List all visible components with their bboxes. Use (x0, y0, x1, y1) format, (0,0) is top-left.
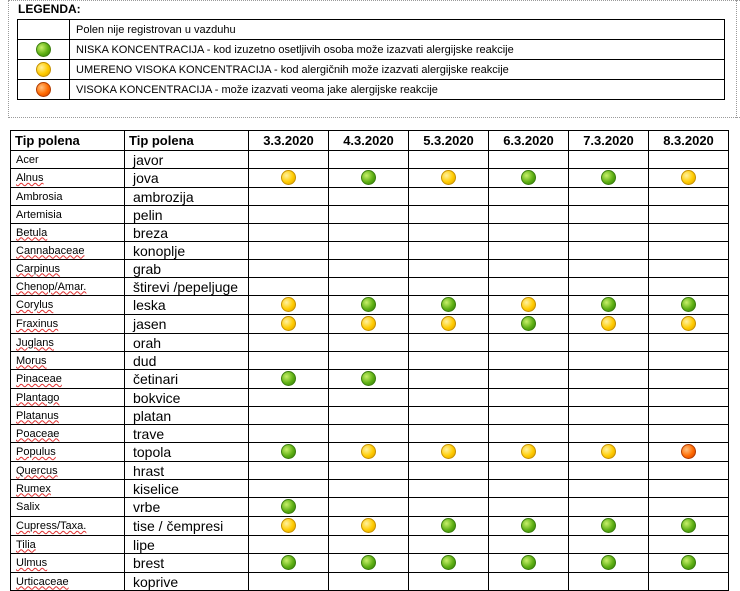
med-concentration-dot-icon (361, 316, 376, 331)
latin-name-cell: Corylus (11, 296, 125, 315)
concentration-cell (569, 352, 649, 370)
legend-icon-cell (18, 60, 70, 80)
low-concentration-dot-icon (441, 555, 456, 570)
table-row (11, 573, 729, 591)
dotted-guide-mid (8, 117, 740, 118)
latin-name-cell: Betula (11, 224, 125, 242)
table-row (11, 498, 729, 517)
concentration-cell (249, 480, 329, 498)
local-name-cell: grab (125, 260, 249, 278)
concentration-cell (329, 443, 409, 462)
concentration-cell (489, 296, 569, 315)
legend-row (18, 20, 725, 40)
local-name-cell: konoplje (125, 242, 249, 260)
concentration-cell (329, 480, 409, 498)
concentration-cell (249, 352, 329, 370)
concentration-cell (489, 315, 569, 334)
concentration-cell (649, 334, 729, 352)
concentration-cell (329, 462, 409, 480)
concentration-cell (649, 517, 729, 536)
high-concentration-dot-icon (681, 444, 696, 459)
high-concentration-dot-icon (36, 82, 51, 97)
table-row (11, 425, 729, 443)
concentration-cell (649, 462, 729, 480)
low-concentration-dot-icon (361, 555, 376, 570)
concentration-cell (649, 151, 729, 169)
concentration-cell (569, 517, 649, 536)
header-date: 3.3.2020 (249, 131, 329, 151)
legend-row (18, 40, 725, 60)
concentration-cell (409, 498, 489, 517)
low-concentration-dot-icon (521, 555, 536, 570)
concentration-cell (409, 242, 489, 260)
table-row (11, 242, 729, 260)
med-concentration-dot-icon (361, 518, 376, 533)
latin-name-cell: Salix (11, 498, 125, 517)
table-row (11, 443, 729, 462)
concentration-cell (569, 315, 649, 334)
table-row (11, 278, 729, 296)
med-concentration-dot-icon (681, 170, 696, 185)
table-row (11, 315, 729, 334)
concentration-cell (249, 389, 329, 407)
low-concentration-dot-icon (601, 518, 616, 533)
concentration-cell (329, 536, 409, 554)
concentration-cell (409, 573, 489, 591)
concentration-cell (489, 498, 569, 517)
concentration-cell (409, 224, 489, 242)
concentration-cell (649, 224, 729, 242)
concentration-cell (329, 315, 409, 334)
concentration-cell (409, 169, 489, 188)
concentration-cell (249, 407, 329, 425)
local-name-cell: pelin (125, 206, 249, 224)
concentration-cell (489, 425, 569, 443)
low-concentration-dot-icon (36, 42, 51, 57)
concentration-cell (649, 370, 729, 389)
concentration-cell (649, 554, 729, 573)
low-concentration-dot-icon (681, 297, 696, 312)
med-concentration-dot-icon (681, 316, 696, 331)
med-concentration-dot-icon (601, 316, 616, 331)
concentration-cell (329, 278, 409, 296)
concentration-cell (649, 278, 729, 296)
legend-icon-cell (18, 80, 70, 100)
low-concentration-dot-icon (521, 518, 536, 533)
concentration-cell (489, 462, 569, 480)
concentration-cell (489, 260, 569, 278)
concentration-cell (329, 554, 409, 573)
concentration-cell (649, 169, 729, 188)
legend-row (18, 80, 725, 100)
pollen-table (10, 130, 729, 591)
table-row (11, 188, 729, 206)
concentration-cell (569, 188, 649, 206)
concentration-cell (249, 425, 329, 443)
concentration-cell (489, 573, 569, 591)
concentration-cell (409, 462, 489, 480)
low-concentration-dot-icon (441, 297, 456, 312)
legend-title: LEGENDA: (18, 2, 81, 16)
med-concentration-dot-icon (281, 170, 296, 185)
concentration-cell (409, 278, 489, 296)
concentration-cell (329, 352, 409, 370)
concentration-cell (649, 389, 729, 407)
table-row (11, 536, 729, 554)
concentration-cell (569, 480, 649, 498)
concentration-cell (329, 169, 409, 188)
concentration-cell (409, 296, 489, 315)
table-row (11, 554, 729, 573)
concentration-cell (569, 443, 649, 462)
concentration-cell (649, 443, 729, 462)
concentration-cell (249, 334, 329, 352)
header-local-name: Tip polena (125, 131, 249, 151)
concentration-cell (569, 389, 649, 407)
header-date: 6.3.2020 (489, 131, 569, 151)
concentration-cell (409, 260, 489, 278)
concentration-cell (649, 573, 729, 591)
concentration-cell (249, 573, 329, 591)
low-concentration-dot-icon (281, 371, 296, 386)
legend-icon-cell (18, 20, 70, 40)
local-name-cell: tise / čempresi (125, 517, 249, 536)
concentration-cell (649, 315, 729, 334)
concentration-cell (649, 407, 729, 425)
local-name-cell: jova (125, 169, 249, 188)
concentration-cell (649, 536, 729, 554)
local-name-cell: koprive (125, 573, 249, 591)
concentration-cell (489, 278, 569, 296)
concentration-cell (249, 169, 329, 188)
concentration-cell (409, 480, 489, 498)
concentration-cell (569, 260, 649, 278)
latin-name-cell: Acer (11, 151, 125, 169)
dotted-guide-left (8, 0, 9, 118)
concentration-cell (489, 554, 569, 573)
table-row (11, 334, 729, 352)
table-row (11, 389, 729, 407)
concentration-cell (569, 296, 649, 315)
concentration-cell (249, 462, 329, 480)
legend-row (18, 60, 725, 80)
concentration-cell (569, 573, 649, 591)
concentration-cell (409, 389, 489, 407)
low-concentration-dot-icon (521, 170, 536, 185)
latin-name-cell: Juglans (11, 334, 125, 352)
concentration-cell (489, 169, 569, 188)
concentration-cell (409, 370, 489, 389)
med-concentration-dot-icon (441, 444, 456, 459)
latin-name-cell: Artemisia (11, 206, 125, 224)
low-concentration-dot-icon (681, 518, 696, 533)
dotted-guide-right (736, 0, 737, 118)
low-concentration-dot-icon (361, 297, 376, 312)
concentration-cell (569, 462, 649, 480)
local-name-cell: brest (125, 554, 249, 573)
table-row (11, 407, 729, 425)
table-row (11, 151, 729, 169)
latin-name-cell: Platanus (11, 407, 125, 425)
concentration-cell (649, 498, 729, 517)
concentration-cell (649, 260, 729, 278)
concentration-cell (569, 554, 649, 573)
low-concentration-dot-icon (281, 555, 296, 570)
latin-name-cell: Carpinus (11, 260, 125, 278)
local-name-cell: jasen (125, 315, 249, 334)
concentration-cell (489, 352, 569, 370)
concentration-cell (249, 296, 329, 315)
concentration-cell (249, 315, 329, 334)
latin-name-cell: Poaceae (11, 425, 125, 443)
concentration-cell (329, 389, 409, 407)
low-concentration-dot-icon (281, 444, 296, 459)
concentration-cell (409, 536, 489, 554)
concentration-cell (329, 573, 409, 591)
concentration-cell (489, 517, 569, 536)
latin-name-cell: Pinaceae (11, 370, 125, 389)
dotted-guide-top (8, 0, 740, 1)
local-name-cell: breza (125, 224, 249, 242)
legend-text: Polen nije registrovan u vazduhu (70, 20, 725, 40)
legend-text: NISKA KONCENTRACIJA - kod izuzetno osetljivih osoba može izazvati alergijske reakcije (70, 40, 725, 60)
concentration-cell (249, 554, 329, 573)
concentration-cell (569, 206, 649, 224)
concentration-cell (329, 407, 409, 425)
local-name-cell: topola (125, 443, 249, 462)
concentration-cell (489, 224, 569, 242)
concentration-cell (569, 536, 649, 554)
concentration-cell (249, 224, 329, 242)
concentration-cell (569, 151, 649, 169)
table-row (11, 206, 729, 224)
table-header-row (11, 131, 729, 151)
local-name-cell: lipe (125, 536, 249, 554)
concentration-cell (249, 260, 329, 278)
concentration-cell (329, 334, 409, 352)
concentration-cell (249, 536, 329, 554)
concentration-cell (569, 498, 649, 517)
concentration-cell (329, 370, 409, 389)
low-concentration-dot-icon (281, 499, 296, 514)
latin-name-cell: Plantago (11, 389, 125, 407)
latin-name-cell: Urticaceae (11, 573, 125, 591)
local-name-cell: četinari (125, 370, 249, 389)
header-latin-name: Tip polena (11, 131, 125, 151)
concentration-cell (489, 407, 569, 425)
table-row (11, 462, 729, 480)
latin-name-cell: Populus (11, 443, 125, 462)
med-concentration-dot-icon (601, 444, 616, 459)
table-row (11, 480, 729, 498)
low-concentration-dot-icon (681, 555, 696, 570)
concentration-cell (409, 352, 489, 370)
latin-name-cell: Rumex (11, 480, 125, 498)
header-date: 5.3.2020 (409, 131, 489, 151)
concentration-cell (249, 370, 329, 389)
local-name-cell: kiselice (125, 480, 249, 498)
latin-name-cell: Cupress/Taxa. (11, 517, 125, 536)
legend-icon-cell (18, 40, 70, 60)
concentration-cell (409, 188, 489, 206)
concentration-cell (329, 498, 409, 517)
concentration-cell (489, 151, 569, 169)
concentration-cell (569, 278, 649, 296)
low-concentration-dot-icon (361, 170, 376, 185)
med-concentration-dot-icon (521, 297, 536, 312)
legend-text: UMERENO VISOKA KONCENTRACIJA - kod alergičnih može izazvati alergijske reakcije (70, 60, 725, 80)
concentration-cell (409, 206, 489, 224)
local-name-cell: dud (125, 352, 249, 370)
header-date: 7.3.2020 (569, 131, 649, 151)
concentration-cell (649, 206, 729, 224)
concentration-cell (489, 334, 569, 352)
concentration-cell (489, 443, 569, 462)
latin-name-cell: Alnus (11, 169, 125, 188)
local-name-cell: platan (125, 407, 249, 425)
concentration-cell (569, 425, 649, 443)
med-concentration-dot-icon (521, 444, 536, 459)
local-name-cell: leska (125, 296, 249, 315)
concentration-cell (249, 443, 329, 462)
table-row (11, 260, 729, 278)
concentration-cell (489, 480, 569, 498)
concentration-cell (329, 425, 409, 443)
concentration-cell (569, 334, 649, 352)
table-row (11, 370, 729, 389)
med-concentration-dot-icon (361, 444, 376, 459)
legend-text: VISOKA KONCENTRACIJA - može izazvati veoma jake alergijske reakcije (70, 80, 725, 100)
concentration-cell (409, 443, 489, 462)
latin-name-cell: Cannabaceae (11, 242, 125, 260)
concentration-cell (409, 315, 489, 334)
legend-table (17, 19, 725, 100)
med-concentration-dot-icon (36, 62, 51, 77)
concentration-cell (489, 188, 569, 206)
concentration-cell (569, 224, 649, 242)
concentration-cell (489, 536, 569, 554)
low-concentration-dot-icon (521, 316, 536, 331)
concentration-cell (649, 425, 729, 443)
concentration-cell (649, 296, 729, 315)
concentration-cell (409, 425, 489, 443)
concentration-cell (569, 370, 649, 389)
med-concentration-dot-icon (281, 316, 296, 331)
concentration-cell (249, 206, 329, 224)
concentration-cell (329, 517, 409, 536)
concentration-cell (329, 206, 409, 224)
concentration-cell (409, 151, 489, 169)
local-name-cell: hrast (125, 462, 249, 480)
concentration-cell (489, 389, 569, 407)
local-name-cell: ambrozija (125, 188, 249, 206)
med-concentration-dot-icon (441, 170, 456, 185)
local-name-cell: javor (125, 151, 249, 169)
table-row (11, 224, 729, 242)
concentration-cell (249, 188, 329, 206)
concentration-cell (249, 498, 329, 517)
local-name-cell: bokvice (125, 389, 249, 407)
table-row (11, 296, 729, 315)
table-row (11, 352, 729, 370)
low-concentration-dot-icon (441, 518, 456, 533)
latin-name-cell: Ambrosia (11, 188, 125, 206)
table-row (11, 517, 729, 536)
concentration-cell (489, 370, 569, 389)
local-name-cell: orah (125, 334, 249, 352)
local-name-cell: vrbe (125, 498, 249, 517)
concentration-cell (249, 517, 329, 536)
concentration-cell (409, 334, 489, 352)
concentration-cell (649, 352, 729, 370)
concentration-cell (569, 169, 649, 188)
latin-name-cell: Quercus (11, 462, 125, 480)
med-concentration-dot-icon (441, 316, 456, 331)
concentration-cell (649, 188, 729, 206)
concentration-cell (649, 480, 729, 498)
concentration-cell (569, 407, 649, 425)
low-concentration-dot-icon (601, 297, 616, 312)
low-concentration-dot-icon (601, 555, 616, 570)
low-concentration-dot-icon (601, 170, 616, 185)
concentration-cell (329, 242, 409, 260)
concentration-cell (329, 296, 409, 315)
concentration-cell (249, 151, 329, 169)
concentration-cell (409, 554, 489, 573)
concentration-cell (329, 151, 409, 169)
latin-name-cell: Chenop/Amar. (11, 278, 125, 296)
concentration-cell (249, 242, 329, 260)
low-concentration-dot-icon (361, 371, 376, 386)
latin-name-cell: Ulmus (11, 554, 125, 573)
latin-name-cell: Morus (11, 352, 125, 370)
concentration-cell (489, 242, 569, 260)
latin-name-cell: Tilia (11, 536, 125, 554)
med-concentration-dot-icon (281, 518, 296, 533)
concentration-cell (249, 278, 329, 296)
local-name-cell: štirevi /pepeljuge (125, 278, 249, 296)
latin-name-cell: Fraxinus (11, 315, 125, 334)
med-concentration-dot-icon (281, 297, 296, 312)
local-name-cell: trave (125, 425, 249, 443)
table-row (11, 169, 729, 188)
concentration-cell (489, 206, 569, 224)
concentration-cell (409, 407, 489, 425)
concentration-cell (649, 242, 729, 260)
header-date: 8.3.2020 (649, 131, 729, 151)
concentration-cell (329, 260, 409, 278)
concentration-cell (329, 188, 409, 206)
header-date: 4.3.2020 (329, 131, 409, 151)
concentration-cell (569, 242, 649, 260)
concentration-cell (329, 224, 409, 242)
concentration-cell (409, 517, 489, 536)
